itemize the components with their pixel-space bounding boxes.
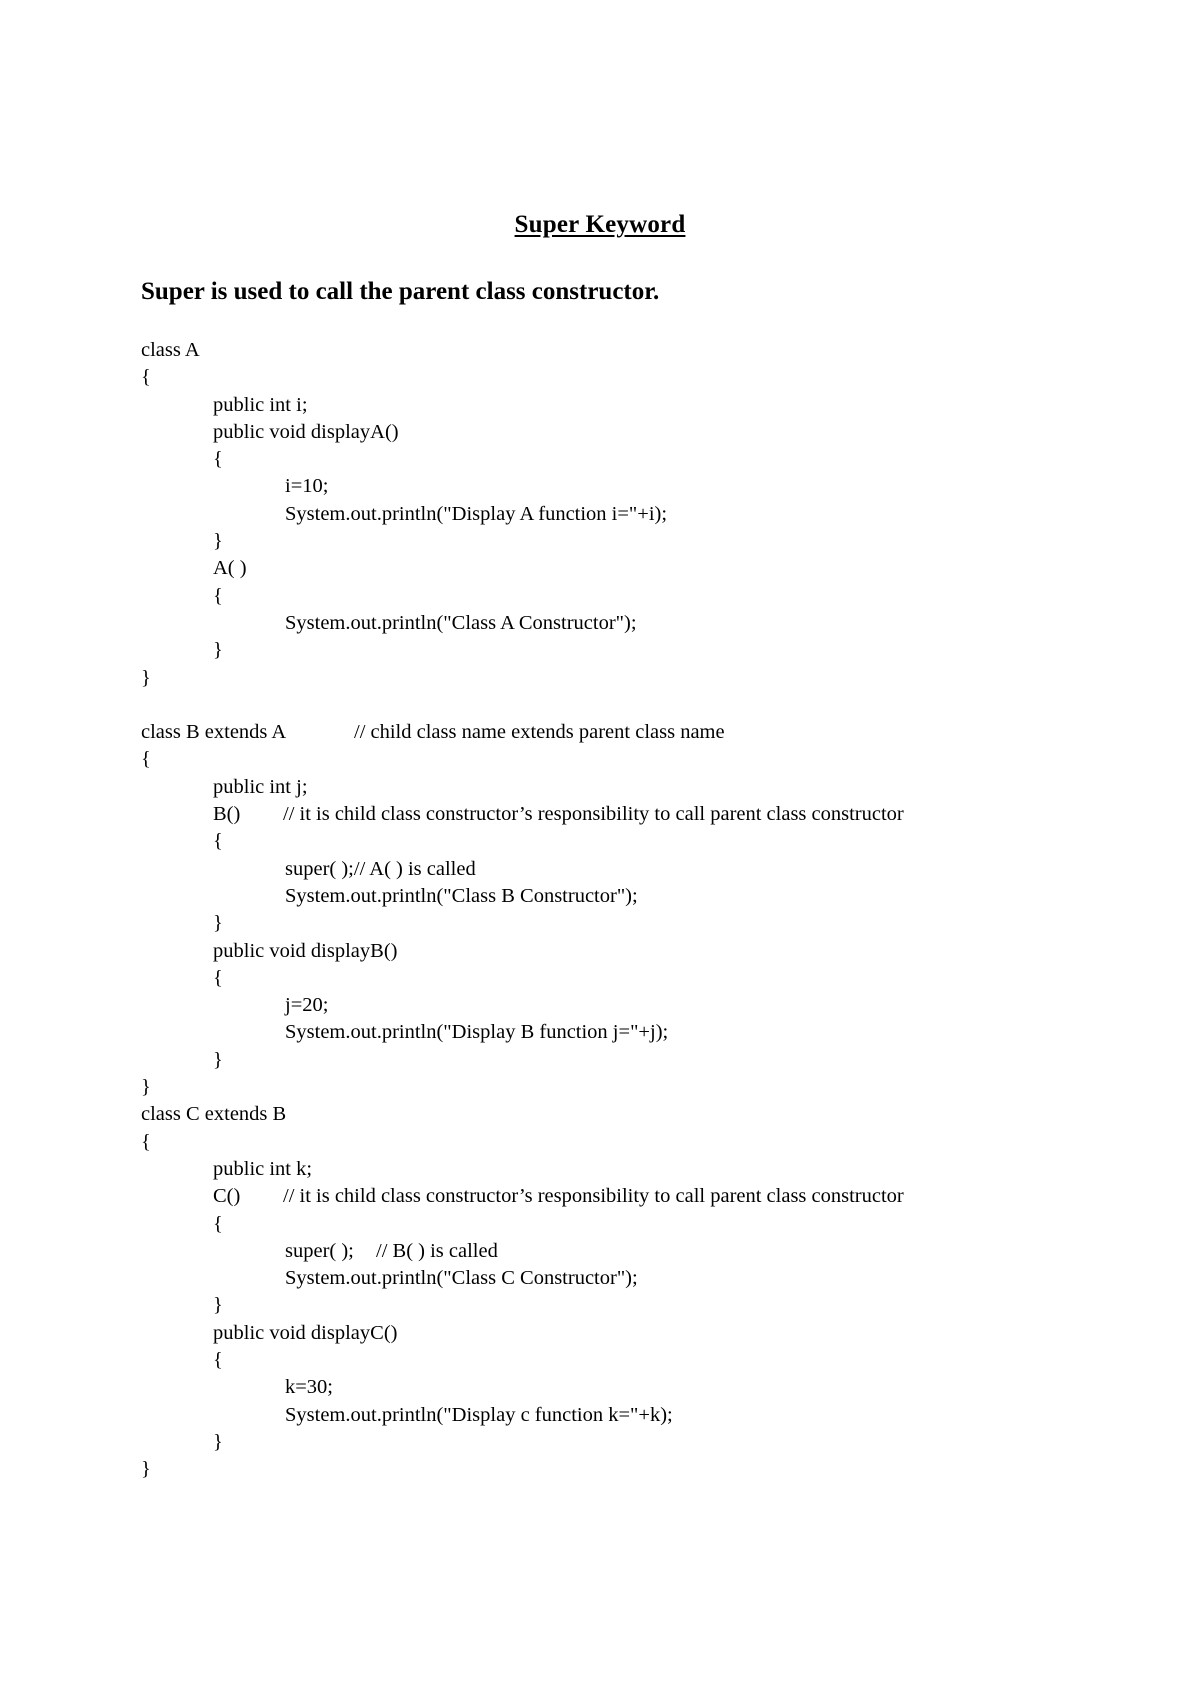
code-text: } bbox=[213, 1430, 223, 1453]
code-text: C() bbox=[213, 1185, 241, 1208]
code-text: { bbox=[213, 830, 223, 853]
code-text: } bbox=[141, 1458, 151, 1481]
code-text: } bbox=[213, 639, 223, 662]
code-text: class C extends B bbox=[141, 1103, 287, 1126]
code-text: public int j; bbox=[213, 775, 308, 798]
code-text: System.out.println("Class B Constructor"); bbox=[285, 884, 638, 907]
code-text: B() bbox=[213, 803, 241, 826]
code-text: } bbox=[213, 530, 223, 553]
code-text: public void displayA() bbox=[213, 420, 399, 443]
code-text: System.out.println("Display c function k="+k); bbox=[285, 1403, 673, 1426]
code-text: System.out.println("Display A function i="+i); bbox=[285, 502, 668, 525]
code-text: k=30; bbox=[285, 1376, 334, 1399]
code-text: { bbox=[141, 366, 151, 389]
code-text: { bbox=[213, 1212, 223, 1235]
code-text: System.out.println("Class C Constructor"); bbox=[285, 1267, 638, 1290]
code-comment: // B( ) is called bbox=[376, 1239, 498, 1262]
code-text: { bbox=[213, 448, 223, 471]
code-comment: // it is child class constructor’s responsibility to call parent class constructor bbox=[283, 1185, 904, 1208]
code-text: public int k; bbox=[213, 1157, 313, 1180]
code-text: A( ) bbox=[213, 557, 247, 580]
code-text: System.out.println("Class A Constructor"); bbox=[285, 611, 637, 634]
code-text: { bbox=[141, 1130, 151, 1153]
page-title: Super Keyword bbox=[514, 211, 686, 238]
code-text: public void displayC() bbox=[213, 1321, 398, 1344]
code-text: { bbox=[213, 584, 223, 607]
code-text: public void displayB() bbox=[213, 939, 398, 962]
code-text: public int i; bbox=[213, 393, 308, 416]
code-text: } bbox=[213, 912, 223, 935]
code-text: j=20; bbox=[285, 994, 329, 1017]
code-text: super( );// A( ) is called bbox=[285, 857, 476, 880]
code-text: } bbox=[141, 1076, 151, 1099]
code-text: } bbox=[213, 1294, 223, 1317]
code-text: { bbox=[213, 1348, 223, 1371]
code-text: i=10; bbox=[285, 475, 329, 498]
code-text: } bbox=[141, 666, 151, 689]
page-subtitle: Super is used to call the parent class constructor. bbox=[141, 278, 660, 305]
code-comment: // child class name extends parent class name bbox=[354, 721, 725, 744]
code-text: class A bbox=[141, 339, 200, 361]
code-text: } bbox=[213, 1048, 223, 1071]
code-text: { bbox=[141, 748, 151, 771]
code-text: { bbox=[213, 966, 223, 989]
code-text: class B extends A bbox=[141, 721, 287, 744]
code-comment: // it is child class constructor’s responsibility to call parent class constructor bbox=[283, 803, 904, 826]
code-text: System.out.println("Display B function j="+j); bbox=[285, 1021, 669, 1044]
code-text: super( ); bbox=[285, 1239, 354, 1262]
